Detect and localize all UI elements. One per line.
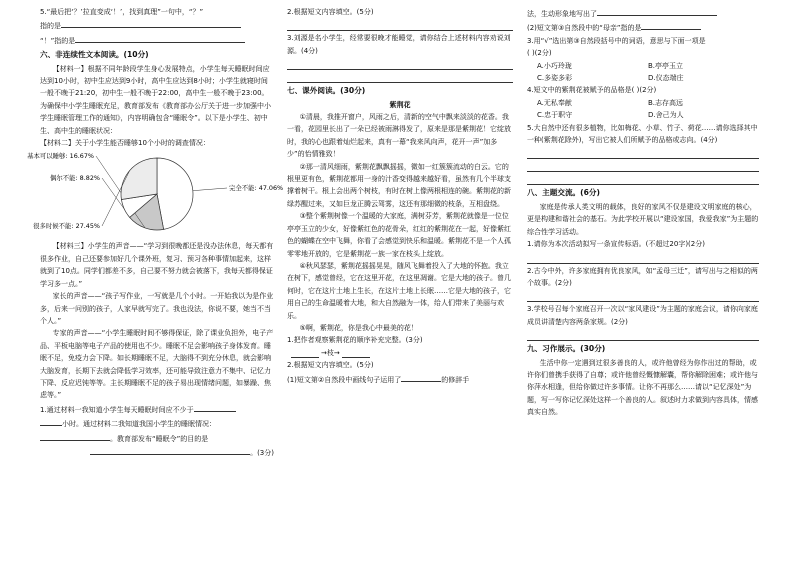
answer-line[interactable] <box>40 416 62 426</box>
answer-line[interactable] <box>527 147 759 159</box>
section-8-intro: 家庭是传承人类文明的载体，良好的家风不仅是建设文明家庭的核心，更是构建和谐社会的基石。为此学校开展以“建设家国，我爱我家”为主题的综合性学习活动。 <box>527 202 759 236</box>
option[interactable]: A.小巧玲珑 <box>537 61 572 70</box>
answer-line[interactable] <box>401 372 441 382</box>
answer-line[interactable] <box>40 431 110 441</box>
c2-q1-text: 1.把作者观察紫荆花的顺序补充完整。(3分) <box>287 336 423 345</box>
material-3: 【材料三】小学生的声音——“学习到很晚都还是没办法休息，每天都有很多作业，自己还要参加好几个课外班，复习、预习各种事情加起来，这样就到了10点。同学们都差不多，自己要不努力就会被落下，我每天都得保证学习多一点。” <box>40 242 274 288</box>
parent-voice: 家长的声音——“孩子写作业，一写就是几个小时。一开始我以为是作业多，后来一问别的孩子，人家早就写完了。我也没法，你说不要，她当不当个人。” <box>40 292 274 325</box>
passage-p3: ③整个紫荆树像一个温暖的大家庭，满树芬芳，紫荆花就像是一位位亭亭玉立的少女，好像紫红色的花骨朵，红红的紫荆花在一起，好像紫红色的蝴蝶在空中飞舞，你看了会感觉到快乐和温暖。紫荆花不是一个人孤零零地开放的，它是紫荆花一族一家在枝头上绽放。 <box>287 212 511 258</box>
option[interactable]: B.志存高远 <box>648 98 684 107</box>
pie-slice-0 <box>157 158 193 229</box>
s8-q1-text: 1.请你为本次活动拟写一条宣传标语。(不超过20字)(2分) <box>527 240 705 249</box>
c3-line2: (2)短文第③自然段中的“母亲”指的是 <box>527 20 759 34</box>
pie-label-1: 基本可以睡够: 16.67% <box>27 152 94 161</box>
answer-line[interactable] <box>527 290 759 302</box>
answer-line[interactable] <box>641 20 701 30</box>
c3-q4-text: 4.短文中的紫荆花被赋予的品格是( )(2分) <box>527 86 657 95</box>
answer-blank[interactable] <box>342 348 370 358</box>
option[interactable]: B.亭亭玉立 <box>648 61 684 70</box>
answer-line[interactable] <box>527 329 759 341</box>
section-8-heading: 八、主题交流。(6分) <box>527 188 600 198</box>
answer-line[interactable] <box>75 33 245 43</box>
passage-p4: ④秋风瑟瑟，紫荆花摇摇晃晃，随风飞舞着投入了大地的怀抱。我立在树下，感觉曾经，它在这里开花，在这里凋谢。它是大地的孩子。曾几何时，它在这片土地上生长，在这片土地上长眠……它是大地的孩子，它用自己的生命温暖着大地，和大自然融为一体，给人们带来了美丽与欢乐。 <box>287 261 511 320</box>
answer-line[interactable] <box>597 6 717 16</box>
q1-text-b: 小时。通过材料二我知道我国小学生的睡眠情况： <box>40 416 274 430</box>
s8-q3-text: 3.学校号召每个家庭召开一次以“家风建设”为主题的家庭会议，请你向家庭成员讲清楚内容两条家规。(2分) <box>527 305 758 326</box>
pie-label-3: 很多时候不能: 27.45% <box>33 222 100 231</box>
column-left <box>27 6 284 459</box>
pie-label-0: 完全不能: 47.06% <box>229 184 284 193</box>
column-middle <box>287 6 513 386</box>
answer-line[interactable] <box>527 252 759 264</box>
passage-title: 紫荆花 <box>389 100 411 109</box>
answer-line[interactable] <box>90 445 250 455</box>
q4-options <box>527 97 759 122</box>
q1-text-c: 。教育部发布“睡眠令”的目的是 <box>40 431 274 445</box>
pie-slice-3 <box>121 158 157 200</box>
column-right <box>527 6 759 419</box>
answer-line[interactable] <box>61 18 241 28</box>
passage-p5: ⑤啊，紫荆花，你是我心中最美的花！ <box>299 323 418 332</box>
answer-line[interactable] <box>527 173 759 185</box>
option[interactable]: A.无私奉献 <box>537 98 572 107</box>
q1-text: 1.通过材料一我知道小学生每天睡眠时间应不少于 <box>40 402 274 416</box>
section-7-heading: 七、课外阅读。(30分) <box>287 86 366 96</box>
c2-q2a-text: (1)短文第②自然段中画线句子运用了 的修辞手 <box>287 372 513 386</box>
answer-blank[interactable] <box>291 348 319 358</box>
s8-q2-text: 2.古今中外，许多家庭拥有优良家风，如“孟母三迁”，请写出与之相似的两个故事。(2分) <box>527 266 758 287</box>
q3-options <box>527 60 759 85</box>
q5-answer-a: 指的是 <box>40 18 274 32</box>
c3-q3-text: 3.用“√”选出第③自然段括号中的词语，意思与下面一项是 <box>527 36 706 45</box>
passage-p2: ②那一清风细雨，紫荆花飘飘摇摇，微如一红簇簇流动的白云。它的根里更有色，紫荆花都用一身的汁香变得越来越好看，虽然有几个半球支撑着树干。根上会出两个树枝，有时在树上像两根相连的碗。紫荆花的新绿苏醒过来，又如巨龙正腾云驾雾，这还有那细微的枝条，互相盘绕。 <box>287 162 511 208</box>
q5-answer-b: “！”指的是 <box>40 33 274 47</box>
material-2: 【材料二】关于小学生能否睡够10个小时的调查情况： <box>40 139 210 148</box>
section-9-heading: 九、习作展示。(30分) <box>527 344 606 354</box>
answer-line[interactable] <box>194 402 236 412</box>
c3-line1: 法，生动形象地写出了 <box>527 6 759 20</box>
q3-text: 3.刘源是名小学生，经常要很晚才能睡觉，请你结合上述材料内容劝说刘源。(4分) <box>287 34 511 55</box>
q1-text-d: 。(3分) <box>40 445 274 459</box>
c3-q5-text: 5.大自然中还有很多植物，比如梅花、小草、竹子、荷花……请你选择其中一种(紫荆花除外)，写出它被人们所赋予的品格或志向。(4分) <box>527 123 758 145</box>
expert-voice: 专家的声音——“小学生睡眠时间不够得保证，除了课业负担外，电子产品、平板电脑等电子产品的使用也不少。睡眠不足会影响孩子身体发育。睡眠不足，免疫力会下降。如长期睡眠不足，大脑得不到充分休息，就会影响大脑发育，长期下去就会降低学习效率，还可能导致注意力不集中、记忆力下降、反应迟钝等等。主长期睡眠不足的孩子易出现情绪问题，如暴躁、焦虑等。” <box>40 329 274 400</box>
answer-line[interactable] <box>287 58 513 70</box>
pie-chart-svg <box>27 150 284 238</box>
answer-line[interactable] <box>287 71 513 83</box>
passage-p1: ①清晨，我推开窗户，风雨之后，清新的空气中飘来淡淡的花香。我一看，花园里长出了一朵已经被雨淋得发了，原来是那是紫荆花！它绽放时，我的心也跟着灿烂起来，真有一幕“我来风向声，花开一声”加多少”的怡情雅致！ <box>287 113 511 159</box>
pie-chart <box>27 150 284 238</box>
answer-line[interactable] <box>287 19 513 31</box>
c2-q2-text: 2.根据短文内容填空。(5分) <box>287 361 374 370</box>
pie-label-2: 偶尔不能: 8.82% <box>49 174 100 183</box>
section-6-heading: 六、非连续性文本阅读。(10分) <box>40 50 149 60</box>
q5-text: 5.“最后把‘？’拉直变成‘！’，找到真理”一句中，“？” <box>40 8 204 16</box>
answer-line[interactable] <box>527 160 759 172</box>
order-timeline: →枝→ <box>287 347 513 359</box>
material-1: 【材料一】根据不同年龄段学生身心发展特点，小学生每天睡眠时间应达到10小时，初中生应达到9小时，高中生应达到8小时；小学生就寝时间一般不晚于21:20，初中生一般不晚于22:00，高中生一般不晚于23:00。为确保中小学生睡眠充足，教育部发布《教育部办公厅关于进一步加强中小学生睡眠管理工作的通知》，内容明确包含“睡眠令”。以下是小学生、初中生、高中生的睡眠状况： <box>40 64 271 135</box>
option[interactable]: C.忠于职守 <box>537 111 573 120</box>
pie-leader-line <box>193 188 227 191</box>
q2-text: 2.根据短文内容填空。(5分) <box>287 8 374 16</box>
option[interactable]: D.仪态端庄 <box>648 74 684 83</box>
c3-q3-score: ( )(2分) <box>527 49 552 58</box>
essay-prompt: 生活中你一定遇到过很多善良的人，或许他曾经为你作出过的帮助，或许你们曾携手获得了自尊；或许他曾经慨慷解囊，帮你解除困难；或许他与你萍水相逢，但给你做过许多事情。让你不再那么……请以“记忆深处”为题，写一写你记忆深处这样一个善良的人。叙述时力求做到内容具体，情感真实自然。 <box>527 358 758 417</box>
option[interactable]: C.多姿多彩 <box>537 74 573 83</box>
option[interactable]: D.舍己为人 <box>648 111 684 120</box>
